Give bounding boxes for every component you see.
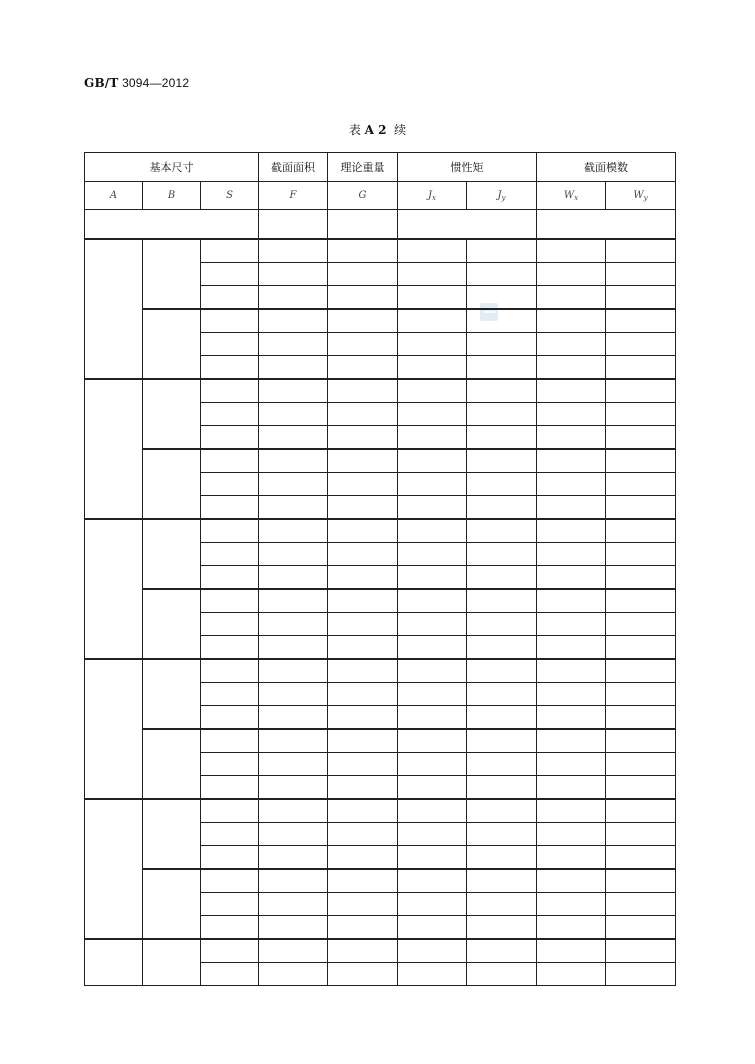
cell-wy: [606, 379, 676, 403]
cell-f: [259, 519, 328, 543]
cell-wx: [537, 799, 606, 823]
cell-jy: [467, 589, 537, 613]
cell-wy: [606, 589, 676, 613]
header-modulus: 截面模数: [537, 153, 676, 182]
cell-a: [85, 659, 143, 799]
cell-wx: [537, 893, 606, 916]
header-Wx-main: W: [563, 189, 575, 201]
cell-s: [201, 613, 259, 636]
cell-wx: [537, 659, 606, 683]
cell-wy: [606, 519, 676, 543]
cell-wx: [537, 683, 606, 706]
cell-jx: [398, 356, 467, 380]
cell-s: [201, 239, 259, 263]
unit-cell-weight: [328, 210, 398, 240]
header-Jx-sub: x: [432, 193, 436, 202]
cell-g: [328, 706, 398, 730]
cell-jx: [398, 963, 467, 986]
header-inertia: 惯性矩: [398, 153, 537, 182]
cell-wx: [537, 309, 606, 333]
table-row: [85, 449, 676, 473]
cell-wy: [606, 263, 676, 286]
cell-g: [328, 869, 398, 893]
cell-jx: [398, 333, 467, 356]
cell-wy: [606, 706, 676, 730]
standard-prefix: GB/T: [84, 76, 119, 90]
cell-wy: [606, 846, 676, 870]
cell-g: [328, 753, 398, 776]
cell-g: [328, 239, 398, 263]
cell-wy: [606, 939, 676, 963]
cell-wy: [606, 543, 676, 566]
cell-a: [85, 939, 143, 986]
cell-s: [201, 379, 259, 403]
cell-jy: [467, 333, 537, 356]
cell-g: [328, 589, 398, 613]
cell-b: [143, 869, 201, 939]
table-row: [85, 239, 676, 263]
cell-s: [201, 309, 259, 333]
cell-wy: [606, 963, 676, 986]
cell-s: [201, 939, 259, 963]
cell-wx: [537, 846, 606, 870]
header-A: A: [85, 182, 143, 210]
cell-g: [328, 566, 398, 590]
cell-jy: [467, 823, 537, 846]
cell-g: [328, 659, 398, 683]
cell-jx: [398, 939, 467, 963]
cell-f: [259, 239, 328, 263]
cell-wx: [537, 496, 606, 520]
cell-s: [201, 566, 259, 590]
cell-wx: [537, 753, 606, 776]
standard-code: [84, 76, 189, 90]
header-Wy: [606, 182, 676, 210]
cell-wy: [606, 473, 676, 496]
cell-s: [201, 543, 259, 566]
cell-jy: [467, 706, 537, 730]
header-Wx-sub: x: [574, 193, 579, 202]
header-weight: 理论重量: [328, 153, 398, 182]
cell-wy: [606, 403, 676, 426]
cell-b: [143, 659, 201, 729]
cell-wx: [537, 403, 606, 426]
cell-g: [328, 916, 398, 940]
cell-wy: [606, 566, 676, 590]
cell-g: [328, 286, 398, 310]
cell-g: [328, 403, 398, 426]
cell-jy: [467, 613, 537, 636]
cell-b: [143, 939, 201, 986]
cell-wx: [537, 473, 606, 496]
header-Wx: [537, 182, 606, 210]
header-S: S: [201, 182, 259, 210]
cell-s: [201, 496, 259, 520]
cell-f: [259, 706, 328, 730]
cell-wx: [537, 963, 606, 986]
header-row-2: [85, 182, 676, 210]
cell-g: [328, 799, 398, 823]
cell-jx: [398, 403, 467, 426]
cell-wy: [606, 823, 676, 846]
cell-f: [259, 426, 328, 450]
cell-g: [328, 309, 398, 333]
cell-s: [201, 963, 259, 986]
cell-wx: [537, 356, 606, 380]
cell-jx: [398, 799, 467, 823]
cell-b: [143, 519, 201, 589]
cell-wy: [606, 286, 676, 310]
cell-s: [201, 729, 259, 753]
cell-wy: [606, 729, 676, 753]
cell-b: [143, 309, 201, 379]
table-caption: [0, 121, 755, 138]
cell-f: [259, 566, 328, 590]
cell-s: [201, 356, 259, 380]
cell-jx: [398, 239, 467, 263]
cell-s: [201, 846, 259, 870]
cell-jy: [467, 753, 537, 776]
unit-cell-area: [259, 210, 328, 240]
cell-wy: [606, 356, 676, 380]
cell-wx: [537, 613, 606, 636]
cell-wy: [606, 613, 676, 636]
cell-g: [328, 263, 398, 286]
cell-s: [201, 519, 259, 543]
cell-jx: [398, 636, 467, 660]
cell-s: [201, 589, 259, 613]
standard-number: 3094—2012: [122, 76, 190, 90]
cell-wx: [537, 729, 606, 753]
cell-f: [259, 333, 328, 356]
cell-wx: [537, 426, 606, 450]
cell-jy: [467, 659, 537, 683]
cell-f: [259, 496, 328, 520]
cell-jx: [398, 426, 467, 450]
cell-jy: [467, 309, 537, 333]
cell-g: [328, 823, 398, 846]
cell-wx: [537, 449, 606, 473]
cell-jx: [398, 473, 467, 496]
cell-f: [259, 356, 328, 380]
cell-f: [259, 799, 328, 823]
cell-g: [328, 776, 398, 800]
cell-jx: [398, 566, 467, 590]
cell-wx: [537, 379, 606, 403]
cell-g: [328, 473, 398, 496]
cell-wx: [537, 776, 606, 800]
cell-jx: [398, 823, 467, 846]
cell-wy: [606, 776, 676, 800]
cell-wx: [537, 543, 606, 566]
cell-s: [201, 449, 259, 473]
cell-s: [201, 823, 259, 846]
cell-jy: [467, 449, 537, 473]
cell-jx: [398, 706, 467, 730]
cell-g: [328, 519, 398, 543]
cell-jy: [467, 963, 537, 986]
header-Jx: [398, 182, 467, 210]
cell-f: [259, 963, 328, 986]
cell-f: [259, 309, 328, 333]
cell-s: [201, 706, 259, 730]
cell-wy: [606, 683, 676, 706]
cell-jx: [398, 613, 467, 636]
cell-wy: [606, 636, 676, 660]
cell-wx: [537, 263, 606, 286]
cell-jy: [467, 799, 537, 823]
cell-jx: [398, 776, 467, 800]
cell-wy: [606, 869, 676, 893]
cell-g: [328, 893, 398, 916]
cell-s: [201, 799, 259, 823]
cell-wy: [606, 309, 676, 333]
cell-b: [143, 449, 201, 519]
cell-jy: [467, 869, 537, 893]
table-row: [85, 589, 676, 613]
cell-s: [201, 776, 259, 800]
cell-f: [259, 379, 328, 403]
cell-f: [259, 636, 328, 660]
cell-wy: [606, 753, 676, 776]
cell-f: [259, 403, 328, 426]
cell-jy: [467, 403, 537, 426]
header-row-1: [85, 153, 676, 182]
header-Jy-sub: y: [501, 193, 506, 202]
cell-s: [201, 263, 259, 286]
cell-wy: [606, 333, 676, 356]
cell-jy: [467, 519, 537, 543]
cell-jy: [467, 893, 537, 916]
cell-f: [259, 683, 328, 706]
unit-row: [85, 210, 676, 240]
caption-suffix: 续: [394, 123, 407, 137]
cell-jx: [398, 893, 467, 916]
header-Wy-sub: y: [643, 193, 648, 202]
cell-s: [201, 426, 259, 450]
cell-f: [259, 729, 328, 753]
cell-jy: [467, 473, 537, 496]
cell-f: [259, 776, 328, 800]
table-row: [85, 519, 676, 543]
cell-g: [328, 496, 398, 520]
header-F: F: [259, 182, 328, 210]
cell-jy: [467, 636, 537, 660]
cell-f: [259, 613, 328, 636]
cell-wx: [537, 706, 606, 730]
cell-f: [259, 659, 328, 683]
caption-id: A 2: [364, 123, 387, 137]
cell-jy: [467, 496, 537, 520]
cell-wy: [606, 659, 676, 683]
table-body: [85, 153, 676, 986]
cell-s: [201, 333, 259, 356]
cell-s: [201, 636, 259, 660]
cell-f: [259, 473, 328, 496]
table-row: [85, 379, 676, 403]
header-basic-size: 基本尺寸: [85, 153, 259, 182]
cell-wx: [537, 916, 606, 940]
cell-jy: [467, 543, 537, 566]
cell-jx: [398, 683, 467, 706]
cell-jx: [398, 309, 467, 333]
cell-wx: [537, 566, 606, 590]
cell-wy: [606, 799, 676, 823]
cell-jy: [467, 566, 537, 590]
cell-b: [143, 729, 201, 799]
cell-g: [328, 426, 398, 450]
cell-jy: [467, 286, 537, 310]
cell-wx: [537, 519, 606, 543]
cell-s: [201, 916, 259, 940]
table-row: [85, 869, 676, 893]
cell-f: [259, 589, 328, 613]
cell-jx: [398, 869, 467, 893]
header-Jx-main: J: [428, 189, 433, 201]
cell-wx: [537, 823, 606, 846]
cell-g: [328, 449, 398, 473]
cell-jx: [398, 286, 467, 310]
cell-f: [259, 263, 328, 286]
cell-g: [328, 543, 398, 566]
cell-g: [328, 379, 398, 403]
cell-g: [328, 846, 398, 870]
cell-b: [143, 239, 201, 309]
cell-jy: [467, 729, 537, 753]
cell-jx: [398, 753, 467, 776]
section-properties-table: [84, 152, 676, 986]
cell-jy: [467, 239, 537, 263]
cell-f: [259, 939, 328, 963]
cell-s: [201, 893, 259, 916]
cell-wx: [537, 286, 606, 310]
cell-wy: [606, 916, 676, 940]
cell-jy: [467, 356, 537, 380]
cell-wx: [537, 239, 606, 263]
cell-jy: [467, 846, 537, 870]
cell-jx: [398, 496, 467, 520]
cell-wy: [606, 239, 676, 263]
cell-g: [328, 356, 398, 380]
header-Jy: [467, 182, 537, 210]
cell-wx: [537, 869, 606, 893]
unit-cell-modulus: [537, 210, 676, 240]
cell-f: [259, 846, 328, 870]
cell-g: [328, 729, 398, 753]
unit-cell-size: [85, 210, 259, 240]
cell-a: [85, 379, 143, 519]
cell-b: [143, 589, 201, 659]
cell-jx: [398, 846, 467, 870]
cell-s: [201, 683, 259, 706]
cell-jx: [398, 589, 467, 613]
cell-wx: [537, 636, 606, 660]
cell-wx: [537, 589, 606, 613]
cell-jx: [398, 916, 467, 940]
cell-b: [143, 799, 201, 869]
cell-jx: [398, 543, 467, 566]
table-row: [85, 939, 676, 963]
table-row: [85, 799, 676, 823]
cell-a: [85, 519, 143, 659]
cell-jy: [467, 939, 537, 963]
cell-jx: [398, 263, 467, 286]
cell-wx: [537, 333, 606, 356]
cell-a: [85, 799, 143, 939]
cell-f: [259, 823, 328, 846]
cell-f: [259, 449, 328, 473]
cell-jy: [467, 683, 537, 706]
caption-label: 表: [348, 123, 361, 137]
header-Wy-main: W: [633, 189, 644, 201]
cell-f: [259, 753, 328, 776]
cell-jy: [467, 916, 537, 940]
cell-wy: [606, 449, 676, 473]
header-G: G: [328, 182, 398, 210]
cell-s: [201, 869, 259, 893]
cell-jx: [398, 379, 467, 403]
cell-f: [259, 869, 328, 893]
cell-jx: [398, 659, 467, 683]
cell-f: [259, 916, 328, 940]
cell-b: [143, 379, 201, 449]
cell-jy: [467, 379, 537, 403]
header-Jy-main: J: [497, 189, 502, 201]
cell-s: [201, 286, 259, 310]
header-area: 截面面积: [259, 153, 328, 182]
cell-f: [259, 893, 328, 916]
cell-s: [201, 659, 259, 683]
cell-wy: [606, 496, 676, 520]
cell-s: [201, 473, 259, 496]
cell-g: [328, 613, 398, 636]
header-B: B: [143, 182, 201, 210]
cell-g: [328, 939, 398, 963]
cell-wy: [606, 893, 676, 916]
cell-s: [201, 403, 259, 426]
table-row: [85, 309, 676, 333]
cell-g: [328, 636, 398, 660]
cell-jx: [398, 519, 467, 543]
cell-jx: [398, 449, 467, 473]
cell-f: [259, 286, 328, 310]
cell-jy: [467, 426, 537, 450]
cell-g: [328, 683, 398, 706]
cell-wx: [537, 939, 606, 963]
cell-g: [328, 963, 398, 986]
cell-s: [201, 753, 259, 776]
cell-g: [328, 333, 398, 356]
table-row: [85, 659, 676, 683]
cell-jx: [398, 729, 467, 753]
cell-f: [259, 543, 328, 566]
cell-wy: [606, 426, 676, 450]
table-row: [85, 729, 676, 753]
cell-jy: [467, 263, 537, 286]
cell-jy: [467, 776, 537, 800]
unit-cell-inertia: [398, 210, 537, 240]
cell-a: [85, 239, 143, 379]
